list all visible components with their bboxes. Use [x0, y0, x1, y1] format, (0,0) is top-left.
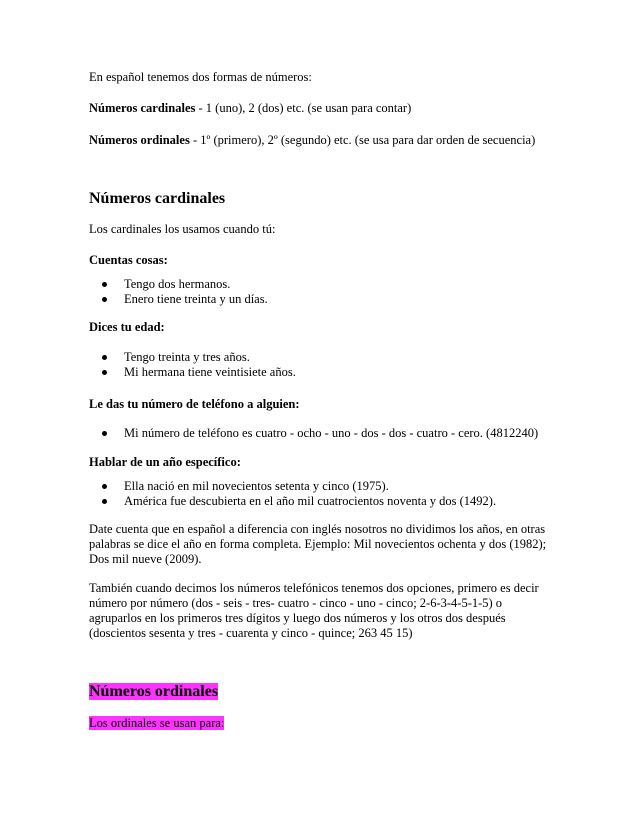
paragraph-line: agruparlos en los primeros tres dígitos y luego dos números y los otros dos después [89, 611, 506, 625]
list-item: América fue descubierta en el año mil cuatrocientos noventa y dos (1492). [89, 494, 559, 509]
ordinal-term: Números ordinales [89, 133, 190, 147]
cardinal-definition [89, 101, 559, 116]
ordinales-intro [89, 716, 559, 731]
ordinal-definition [89, 133, 559, 148]
list-item: Enero tiene treinta y un días. [89, 292, 559, 307]
list-item: Tengo dos hermanos. [89, 277, 559, 292]
ordinal-description: - 1º (primero), 2º (segundo) etc. (se usa para dar orden de secuencia) [189, 133, 536, 147]
group-heading: Cuentas cosas: [89, 253, 168, 267]
example-list [89, 350, 559, 380]
list-item: Tengo treinta y tres años. [89, 350, 559, 365]
section-title-ordinales [89, 683, 559, 701]
list-item: Ella nació en mil novecientos setenta y cinco (1975). [89, 479, 559, 494]
example-list [89, 426, 559, 441]
list-item: Mi número de teléfono es cuatro - ocho - uno - dos - dos - cuatro - cero. (4812240) [89, 426, 559, 441]
section-title-cardinales: Números cardinales [89, 190, 226, 207]
cardinal-description: - 1 (uno), 2 (dos) etc. (se usan para contar) [195, 101, 412, 115]
highlighted-intro: Los ordinales se usan para: [89, 716, 225, 730]
example-list [89, 277, 559, 307]
group-heading: Le das tu número de teléfono a alguien: [89, 397, 300, 411]
highlighted-title: Números ordinales [89, 683, 219, 700]
group-heading: Hablar de un año específico: [89, 455, 241, 469]
paragraph-phone-numbers [89, 581, 559, 641]
cardinales-intro: Los cardinales los usamos cuando tú: [89, 222, 276, 236]
cardinal-term: Números cardinales [89, 101, 196, 115]
paragraph-line: También cuando decimos los números telefónicos tenemos dos opciones, primero es decir [89, 581, 539, 595]
paragraph-line: número por número (dos - seis - tres- cuatro - cinco - uno - cinco; 2-6-3-4-5-1-5) o [89, 596, 503, 610]
paragraph-line: Date cuenta que en español a diferencia con inglés nosotros no dividimos los años, en otras [89, 522, 546, 536]
paragraph-line: Dos mil nueve (2009). [89, 552, 202, 566]
paragraph-years [89, 522, 559, 567]
list-item: Mi hermana tiene veintisiete años. [89, 365, 559, 380]
example-list [89, 479, 559, 509]
paragraph-line: palabras se dice el año en forma completa. Ejemplo: Mil novecientos ochenta y dos (1982); [89, 537, 547, 551]
paragraph-line: (doscientos sesenta y tres - cuarenta y cinco - quince; 263 45 15) [89, 626, 413, 640]
intro-text: En español tenemos dos formas de números: [89, 70, 312, 84]
group-heading: Dices tu edad: [89, 320, 165, 334]
